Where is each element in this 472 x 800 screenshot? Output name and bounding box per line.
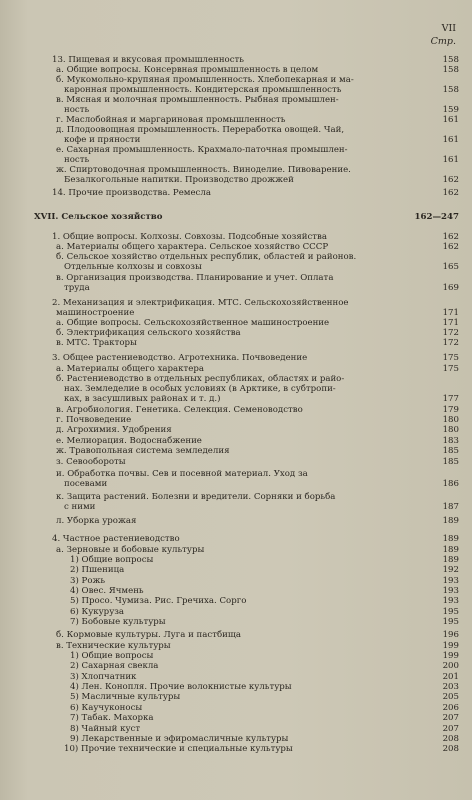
toc-entry-page: 175 bbox=[442, 364, 459, 374]
toc-entry-title: г. Маслобойная и маргариновая промышленность bbox=[56, 115, 286, 125]
toc-entry bbox=[0, 262, 472, 273]
toc-entry-title: л. Уборка урожая bbox=[56, 516, 137, 526]
toc-entry-page: 161 bbox=[442, 115, 459, 125]
toc-entry-title: кофе и пряности bbox=[64, 135, 141, 145]
toc-entry-page: 186 bbox=[442, 479, 459, 489]
toc-entry-title: 5) Масличные культуры bbox=[70, 692, 181, 702]
toc-entry-page: 193 bbox=[442, 576, 459, 586]
toc-entry-title: 2) Пшеница bbox=[70, 565, 125, 575]
toc-entry-title: Безалкогольные напитки. Производство дрожжей bbox=[64, 175, 294, 185]
toc-entry-page: 180 bbox=[442, 425, 459, 435]
toc-entry-page: 199 bbox=[442, 651, 459, 661]
toc-entry-page: 196 bbox=[442, 630, 459, 640]
toc-entry-title: 1. Общие вопросы. Колхозы. Совхозы. Подсобные хозяйства bbox=[52, 232, 327, 242]
toc-entry-title: в. МТС. Тракторы bbox=[56, 338, 137, 348]
toc-entry-page: 199 bbox=[442, 641, 459, 651]
toc-entry-title: посевами bbox=[64, 479, 108, 489]
toc-entry-title: а. Общие вопросы. Консервная промышленность в целом bbox=[56, 65, 319, 75]
toc-entry bbox=[0, 744, 472, 755]
toc-entry-title: 4. Частное растениеводство bbox=[52, 534, 180, 544]
toc-entry-page: 162 bbox=[442, 188, 459, 198]
toc-entry-title: в. Технические культуры bbox=[56, 641, 171, 651]
toc-entry-title: нах. Земледелие в особых условиях (в Арктике, в субтропи- bbox=[64, 384, 336, 394]
toc-entry-page: 189 bbox=[442, 555, 459, 565]
toc-entry-title: ность bbox=[64, 105, 90, 115]
toc-entry bbox=[0, 534, 472, 545]
toc-entry-page: 201 bbox=[442, 672, 459, 682]
toc-entry-title: к. Защита растений. Болезни и вредители. Сорняки и борьба bbox=[56, 492, 336, 502]
toc-entry bbox=[0, 661, 472, 672]
toc-entry-page: 162 bbox=[442, 232, 459, 242]
toc-entry-title: а. Общие вопросы. Сельскохозяйственное машиностроение bbox=[56, 318, 330, 328]
toc-entry-page: 195 bbox=[442, 607, 459, 617]
toc-entry-page: 207 bbox=[442, 713, 459, 723]
toc-entry bbox=[0, 692, 472, 703]
toc-entry-title: б. Мукомольно-крупяная промышленность. Хлебопекарная и ма- bbox=[56, 75, 354, 85]
toc-entry-page: 185 bbox=[442, 446, 459, 456]
toc-entry-title: 3) Рожь bbox=[70, 576, 106, 586]
toc-entry bbox=[0, 457, 472, 468]
toc-entry bbox=[0, 188, 472, 199]
toc-entry bbox=[0, 479, 472, 490]
toc-entry bbox=[0, 565, 472, 576]
toc-entry-page: 205 bbox=[442, 692, 459, 702]
toc-entry-page: 171 bbox=[442, 308, 459, 318]
toc-entry-title: 13. Пищевая и вкусовая промышленность bbox=[52, 55, 244, 65]
toc-entry-title: е. Сахарная промышленность. Крахмало-паточная промышлен- bbox=[56, 145, 348, 155]
toc-entry-title: б. Растениеводство в отдельных республиках, областях и райо- bbox=[56, 374, 345, 384]
toc-entry-title: ж. Травопольная система земледелия bbox=[56, 446, 230, 456]
toc-entry-page: 158 bbox=[442, 65, 459, 75]
toc-entry-title: д. Плодоовощная промышленность. Переработка овощей. Чай, bbox=[56, 125, 345, 135]
toc-entry-title: 1) Общие вопросы bbox=[70, 555, 154, 565]
toc-entry-page: 159 bbox=[442, 105, 459, 115]
toc-entry-title: б. Электрификация сельского хозяйства bbox=[56, 328, 241, 338]
toc-entry-title: 4) Лен. Конопля. Прочие волокнистые культуры bbox=[70, 682, 292, 692]
toc-entry bbox=[0, 283, 472, 294]
toc-entry-page: 179 bbox=[442, 405, 459, 415]
toc-entry-page: 207 bbox=[442, 724, 459, 734]
toc-entry-page: 200 bbox=[442, 661, 459, 671]
toc-entry-page: 161 bbox=[442, 155, 459, 165]
toc-entry-title: ж. Спиртоводочная промышленность. Виноделие. Пивоварение. bbox=[56, 165, 351, 175]
toc-entry-title: з. Севообороты bbox=[56, 457, 126, 467]
toc-entry-title: д. Агрохимия. Удобрения bbox=[56, 425, 172, 435]
toc-entry-page: 172 bbox=[442, 328, 459, 338]
toc-entry-page: 206 bbox=[442, 703, 459, 713]
toc-entry-page: 193 bbox=[442, 596, 459, 606]
toc-entry bbox=[0, 394, 472, 405]
toc-entry bbox=[0, 516, 472, 527]
toc-entry-title: ность bbox=[64, 155, 90, 165]
toc-entry-title: б. Сельское хозяйство отдельных республик, областей и районов. bbox=[56, 252, 357, 262]
toc-entry bbox=[0, 713, 472, 724]
toc-entry-title: а. Материалы общего характера bbox=[56, 364, 204, 374]
toc-entry-title: 3) Хлопчатник bbox=[70, 672, 137, 682]
toc-entry-title: а. Материалы общего характера. Сельское хозяйство СССР bbox=[56, 242, 329, 252]
toc-entry-page: 208 bbox=[442, 734, 459, 744]
toc-entry-title: 7) Табак. Махорка bbox=[70, 713, 154, 723]
toc-entry bbox=[0, 630, 472, 641]
toc-entry-page: 189 bbox=[442, 534, 459, 544]
toc-entry-title: в. Организация производства. Планирование и учет. Оплата bbox=[56, 273, 334, 283]
toc-entry-title: 10) Прочие технические и специальные культуры bbox=[64, 744, 293, 754]
toc-entry bbox=[0, 338, 472, 349]
toc-entry-title: в. Мясная и молочная промышленность. Рыбная промышлен- bbox=[56, 95, 339, 105]
toc-entry-page: 185 bbox=[442, 457, 459, 467]
toc-entry-page: 187 bbox=[442, 502, 459, 512]
toc-entry-title: а. Зерновые и бобовые культуры bbox=[56, 545, 205, 555]
toc-entry-page: 208 bbox=[442, 744, 459, 754]
toc-entry-page: 183 bbox=[442, 436, 459, 446]
toc-entry-title: труда bbox=[64, 283, 90, 293]
toc-entry-title: 3. Общее растениеводство. Агротехника. Почвоведение bbox=[52, 353, 308, 363]
toc-entry-title: 8) Чайный куст bbox=[70, 724, 141, 734]
toc-entry bbox=[0, 596, 472, 607]
toc-entry-page: 162 bbox=[442, 175, 459, 185]
toc-entry-title: ках, в засушливых районах и т. д.) bbox=[64, 394, 221, 404]
page-header bbox=[431, 22, 456, 48]
toc-entry-title: 6) Каучуконосы bbox=[70, 703, 143, 713]
toc-entry-title: в. Агробиология. Генетика. Селекция. Семеноводство bbox=[56, 405, 303, 415]
toc-entry-title: 2) Сахарная свекла bbox=[70, 661, 159, 671]
toc-entry-page: 161 bbox=[442, 135, 459, 145]
toc-entry-page: 189 bbox=[442, 516, 459, 526]
toc-entry-page: 158 bbox=[442, 55, 459, 65]
toc-entry bbox=[0, 425, 472, 436]
toc-entry-title: е. Мелиорация. Водоснабжение bbox=[56, 436, 202, 446]
toc-entry-page: 203 bbox=[442, 682, 459, 692]
toc-entry-title: и. Обработка почвы. Сев и посевной материал. Уход за bbox=[56, 469, 308, 479]
toc-entry bbox=[0, 175, 472, 186]
toc-entry bbox=[0, 212, 472, 223]
page-column-label: Стр. bbox=[430, 36, 456, 47]
toc-entry-title: 5) Просо. Чумиза. Рис. Гречиха. Сорго bbox=[70, 596, 247, 606]
toc-entry-title: каронная промышленность. Кондитерская промышленность bbox=[64, 85, 342, 95]
toc-entry-title: 7) Бобовые культуры bbox=[70, 617, 166, 627]
toc-entry-title: 9) Лекарственные и эфиромасличные культуры bbox=[70, 734, 289, 744]
toc-entry-page: 162 bbox=[442, 242, 459, 252]
toc-entry-page: 169 bbox=[442, 283, 459, 293]
toc-entry-page: 193 bbox=[442, 586, 459, 596]
toc-entry-page: 171 bbox=[442, 318, 459, 328]
toc-entry-title: 1) Общие вопросы bbox=[70, 651, 154, 661]
toc-entry-page: 195 bbox=[442, 617, 459, 627]
toc-entry-page: 180 bbox=[442, 415, 459, 425]
toc-entry-title: XVII. Сельское хозяйство bbox=[34, 212, 163, 222]
toc-entry bbox=[0, 446, 472, 457]
toc-entry-title: Отдельные колхозы и совхозы bbox=[64, 262, 202, 272]
toc-entry bbox=[0, 617, 472, 628]
toc-entry-page: 172 bbox=[442, 338, 459, 348]
toc-entry-title: 4) Овес. Ячмень bbox=[70, 586, 144, 596]
toc-entry-title: машиностроение bbox=[56, 308, 135, 318]
toc-entry-page: 177 bbox=[442, 394, 459, 404]
toc-entry-page: 189 bbox=[442, 545, 459, 555]
toc-entry-title: 14. Прочие производства. Ремесла bbox=[52, 188, 211, 198]
toc-entry-title: 6) Кукуруза bbox=[70, 607, 125, 617]
toc-entry-title: 2. Механизация и электрификация. МТС. Сельскохозяйственное bbox=[52, 298, 349, 308]
toc-entry-page: 165 bbox=[442, 262, 459, 272]
toc-entry bbox=[0, 502, 472, 513]
toc-entry-title: с ними bbox=[64, 502, 96, 512]
toc-entry-title: б. Кормовые культуры. Луга и пастбища bbox=[56, 630, 241, 640]
toc-entry-page: 175 bbox=[442, 353, 459, 363]
toc-entry-title: г. Почвоведение bbox=[56, 415, 132, 425]
toc-entry-page: 192 bbox=[442, 565, 459, 575]
toc-entry-page: 158 bbox=[442, 85, 459, 95]
toc-entry bbox=[0, 353, 472, 364]
roman-page-number: VII bbox=[441, 23, 456, 34]
toc-entry-page: 162—247 bbox=[414, 212, 459, 222]
